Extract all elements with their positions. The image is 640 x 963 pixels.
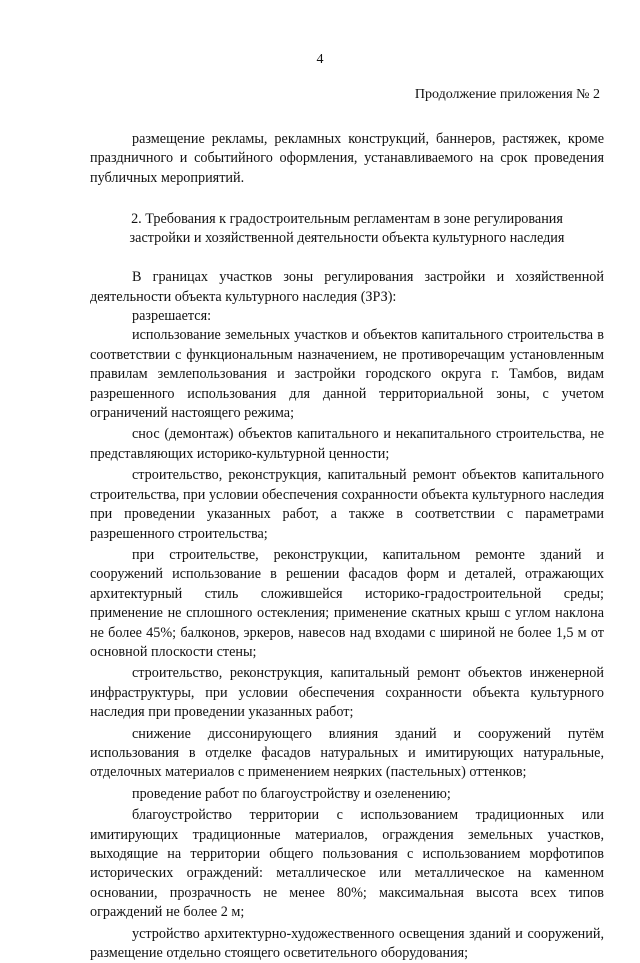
paragraph-landscaping: проведение работ по благоустройству и озеленению; [132, 785, 451, 802]
paragraph-land-use: использование земельных участков и объектов капитального строительства в соответствии с функциональным назначением, не противоречащим установленным правилам землепользования и застройки городского округа г. Тамбов, видам разрешенного использования для данной территориальной зоны, с учетом ограничений настоящего режима; [90, 327, 604, 422]
paragraph-demolition: снос (демонтаж) объектов капитального и некапитального строительства, не представляющих историко-культурной ценности; [90, 426, 604, 462]
section-heading: 2. Требования к градостроительным регламентам в зоне регулирования застройки и хозяйственной деятельности объекта культурного наследия [129, 211, 565, 247]
paragraph-permitted-label: разрешается: [132, 308, 212, 325]
paragraph-infrastructure: строительство, реконструкция, капитальный ремонт объектов инженерной инфраструктуры, при условии обеспечения сохранности объекта культурного наследия при проведении указанных работ; [90, 665, 604, 721]
appendix-continuation-label: Продолжение приложения № 2 [414, 87, 600, 102]
paragraph-fencing: благоустройство территории с использованием традиционных или имитирующих традиционные материалов, ограждения земельных участков, выходящие на территории общего пользования с использованием морфотипов исторических ограждений: металлическое или металлическое на каменном основании, прозрачность не менее 80%; максимальная высота всех типов ограждений не более 2 м; [90, 807, 604, 921]
page-number: 4 [316, 52, 324, 67]
paragraph-construction: строительство, реконструкция, капитальный ремонт объектов капитального строительства, при условии обеспечения сохранности объекта культурного наследия при проведении указанных работ, а также в соответствии с параметрами разрешенного строительства; [90, 467, 604, 542]
paragraph-lighting: устройство архитектурно-художественного освещения зданий и сооружений, размещение отдельно стоящего осветительного оборудования; [90, 925, 604, 962]
paragraph-advertising: размещение рекламы, рекламных конструкций, баннеров, растяжек, кроме праздничного и событийного оформления, устанавливаемого на срок проведения публичных мероприятий. [90, 131, 604, 186]
paragraph-dissonance: снижение диссонирующего влияния зданий и сооружений путём использования в отделке фасадов натуральных и имитирующих натуральные, отделочных материалов с применением неярких (пастельных) оттенков; [90, 725, 604, 781]
document-body [90, 130, 604, 963]
paragraph-zone-intro: В границах участков зоны регулирования застройки и хозяйственной деятельности объекта культурного наследия (ЗРЗ): [90, 269, 604, 305]
paragraph-facades: при строительстве, реконструкции, капитальном ремонте зданий и сооружений использование в решении фасадов форм и деталей, отражающих архитектурный стиль сложившейся историко-градостроительной среды; применение не сплошного остекления; применение скатных крыш с углом наклона не более 45%; балконов, эркеров, навесов над входами с шириной не более 1,5 м от основной плоскости стены; [90, 546, 604, 660]
